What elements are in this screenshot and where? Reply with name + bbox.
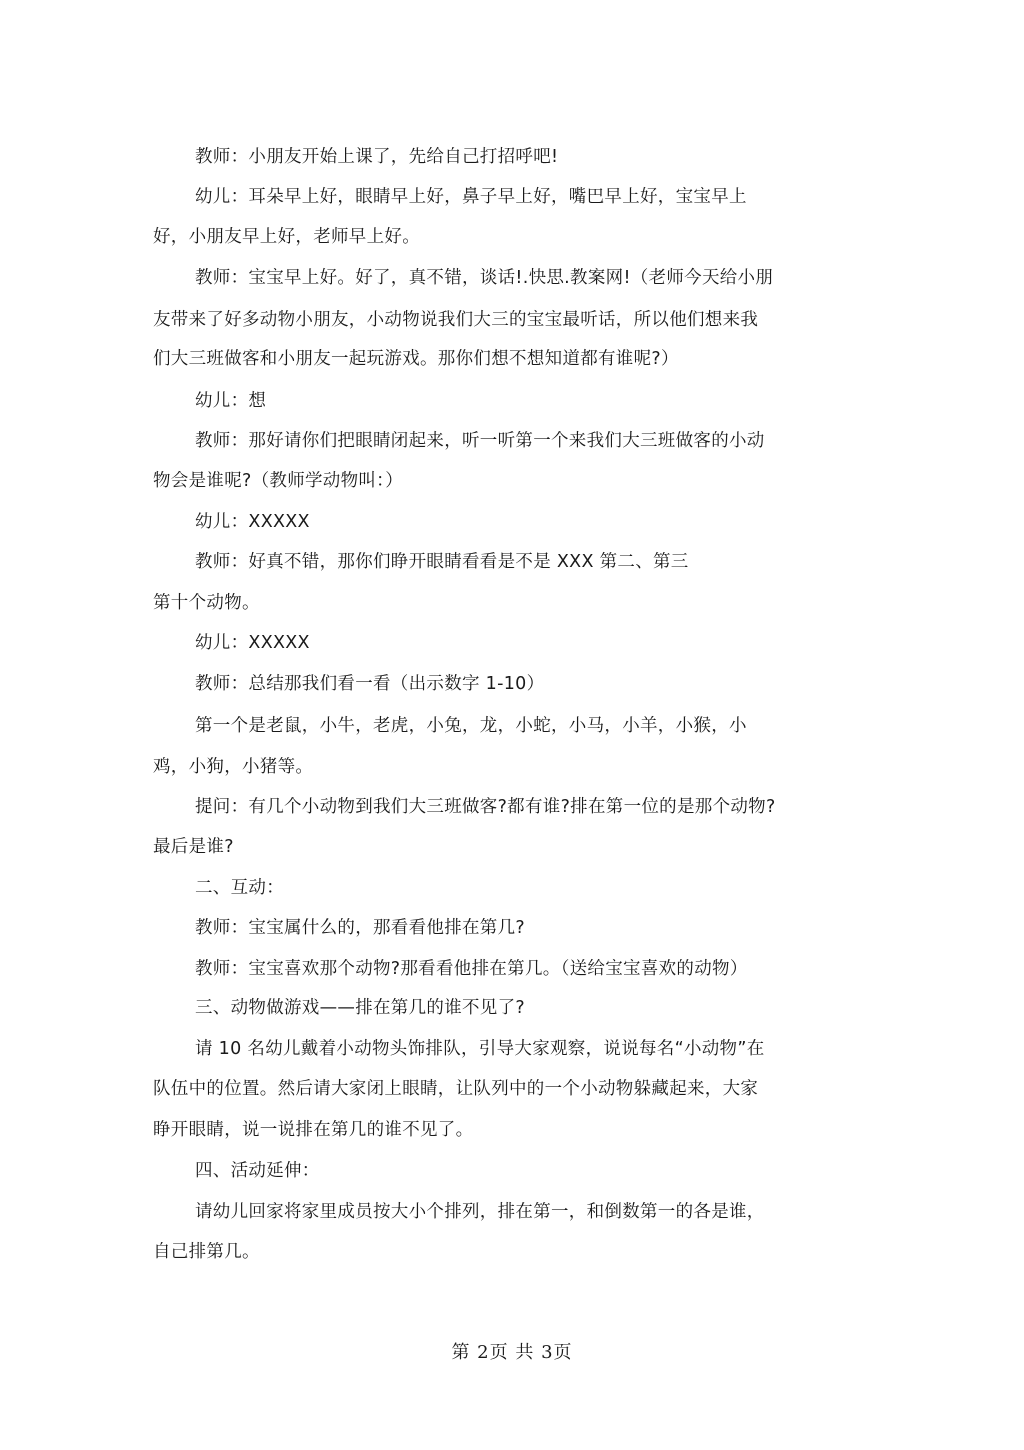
text-line: 们大三班做客和小朋友一起玩游戏。那你们想不想知道都有谁呢?） (153, 349, 679, 369)
page-number-footer: 第 2页 共 3页 (451, 1342, 573, 1363)
text-line: 幼儿：耳朵早上好，眼睛早上好，鼻子早上好，嘴巴早上好，宝宝早上 (195, 187, 747, 207)
text-line: 第一个是老鼠，小牛，老虎，小兔，龙，小蛇，小马，小羊，小猴，小 (195, 716, 747, 736)
text-line: 三、动物做游戏——排在第几的谁不见了? (195, 998, 525, 1018)
text-line: 睁开眼睛，说一说排在第几的谁不见了。 (153, 1120, 474, 1140)
text-line: 请幼儿回家将家里成员按大小个排列，排在第一，和倒数第一的各是谁， (195, 1202, 765, 1222)
text-line: 二、互动： (195, 878, 284, 898)
text-line: 自己排第几。 (153, 1242, 260, 1262)
text-line: 幼儿：XXXXX (195, 633, 310, 653)
text-line: 队伍中的位置。然后请大家闭上眼睛，让队列中的一个小动物躲藏起来，大家 (153, 1079, 759, 1099)
text-line: 最后是谁? (153, 837, 234, 857)
text-line: 幼儿：XXXXX (195, 512, 310, 532)
text-line: 幼儿：想 (195, 391, 267, 411)
text-line: 教师：宝宝喜欢那个动物?那看看他排在第几。（送给宝宝喜欢的动物） (195, 959, 748, 979)
text-line: 好，小朋友早上好，老师早上好。 (153, 227, 420, 247)
text-line: 提问：有几个小动物到我们大三班做客?都有谁?排在第一位的是那个动物? (195, 797, 776, 817)
text-line: 请 10 名幼儿戴着小动物头饰排队，引导大家观察，说说每名“小动物”在 (195, 1039, 765, 1059)
text-line: 教师：总结那我们看一看（出示数字 1-10） (195, 674, 545, 694)
text-line: 鸡，小狗，小猪等。 (153, 757, 314, 777)
text-line: 物会是谁呢?（教师学动物叫：） (153, 471, 404, 491)
text-line: 友带来了好多动物小朋友，小动物说我们大三的宝宝最听话，所以他们想来我 (153, 310, 759, 330)
text-line: 四、活动延伸： (195, 1161, 320, 1181)
text-line: 教师：好真不错，那你们睁开眼睛看看是不是 XXX 第二、第三 (195, 552, 689, 572)
text-line: 第十个动物。 (153, 593, 260, 613)
text-line: 教师：宝宝早上好。好了，真不错，谈话!.快思.教案网!（老师今天给小朋 (195, 268, 774, 288)
text-line: 教师：那好请你们把眼睛闭起来，听一听第一个来我们大三班做客的小动 (195, 431, 765, 451)
text-line: 教师：宝宝属什么的，那看看他排在第几? (195, 918, 525, 938)
text-line: 教师：小朋友开始上课了，先给自己打招呼吧! (195, 147, 559, 167)
